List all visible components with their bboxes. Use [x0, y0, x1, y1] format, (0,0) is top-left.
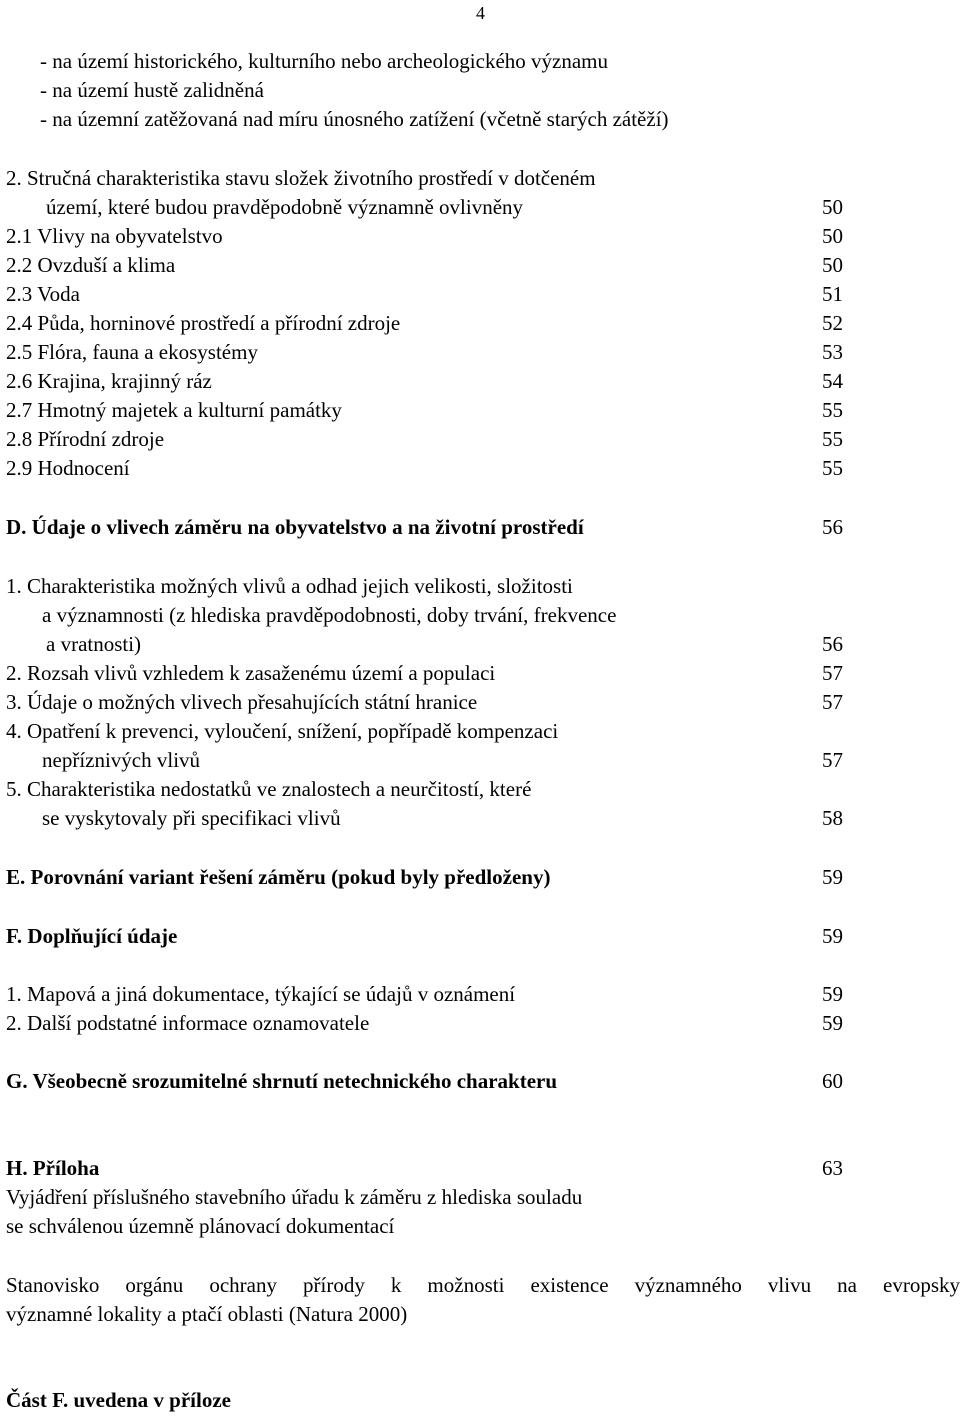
toc-entry-page: 54 [822, 369, 843, 393]
sectionH-para2-line1: Stanovisko orgánu ochrany přírody k možnosti existence významného vlivu na evropsky [6, 1273, 960, 1297]
sectionD-item3-page: 57 [822, 690, 843, 714]
toc-entry-page: 55 [822, 456, 843, 480]
toc-entry-page: 55 [822, 398, 843, 422]
page-number: 4 [476, 3, 485, 23]
sectionH-page: 63 [822, 1156, 843, 1180]
sectionD-item2-page: 57 [822, 661, 843, 685]
sectionF-item2-page: 59 [822, 1011, 843, 1035]
sectionD-item5-page: 58 [822, 806, 843, 830]
toc-entry-page: 52 [822, 311, 843, 335]
section2-title-page: 50 [822, 195, 843, 219]
sectionF-page: 59 [822, 924, 843, 948]
toc-entry-page: 53 [822, 340, 843, 364]
sectionF-item1-page: 59 [822, 982, 843, 1006]
sectionD-item4-page: 57 [822, 748, 843, 772]
toc-entry-page: 50 [822, 253, 843, 277]
toc-entry-page: 50 [822, 224, 843, 248]
sectionG-page: 60 [822, 1069, 843, 1093]
toc-entry-page: 51 [822, 282, 843, 306]
toc-entry-page: 55 [822, 427, 843, 451]
sectionD-page: 56 [822, 515, 843, 539]
sectionD-item1-page: 56 [822, 632, 843, 656]
sectionE-page: 59 [822, 865, 843, 889]
